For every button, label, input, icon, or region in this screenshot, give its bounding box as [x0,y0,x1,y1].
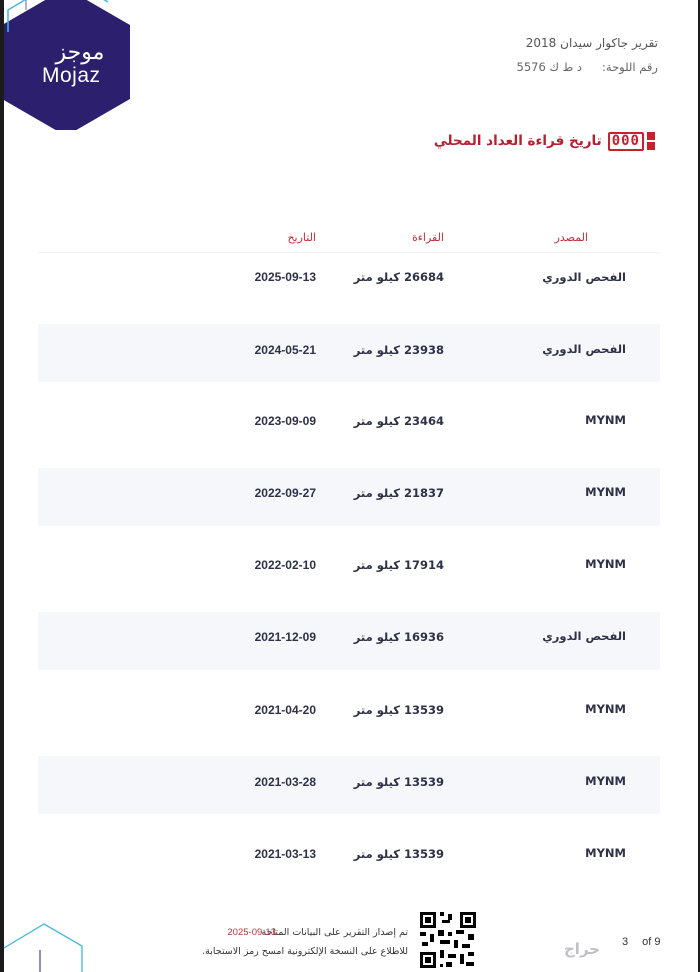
logo-english-text: Mojaz [42,64,101,87]
footer-scan-text: للاطلاع على النسخة الإلكترونية امسح رمز الاستجابة. [202,946,408,957]
corner-decoration [4,900,124,972]
cell-date: 2022-09-27 [254,486,316,500]
watermark: حراج [564,940,601,958]
cell-date: 2021-12-09 [254,630,316,644]
table-row [38,324,660,382]
table-row [38,468,660,526]
cell-date: 2021-04-20 [254,703,316,717]
cell-source: MYNM [585,557,626,571]
section-title: تاريخ قراءة العداد المحلي [433,133,602,149]
cell-reading: 13539 كيلو متر [353,775,444,789]
table-row [38,396,660,454]
plate-label: رقم اللوحة: [602,60,658,74]
mojaz-logo [4,0,148,130]
page-current: 3 [622,936,629,948]
column-header-date: التاريخ [287,231,316,244]
cell-source: الفحص الدوري [542,270,626,284]
cell-date: 2025-09-13 [254,270,316,284]
column-header-reading: القراءة [411,231,444,244]
cell-date: 2021-03-13 [254,847,316,861]
cell-reading: 16936 كيلو متر [353,630,444,644]
cell-source: MYNM [585,774,626,788]
cell-source: الفحص الدوري [542,342,626,356]
table-row [38,540,660,598]
report-page [4,0,698,972]
cell-date: 2024-05-21 [254,343,316,357]
plate-info [517,60,658,74]
cell-source: MYNM [585,485,626,499]
odometer-digits: 000 [608,132,644,151]
cell-reading: 13539 كيلو متر [353,847,444,861]
cell-reading: 21837 كيلو متر [353,486,444,500]
page-total: of 9 [642,936,661,948]
table-row [38,756,660,814]
table-row [38,684,660,742]
cell-source: MYNM [585,846,626,860]
cell-source: الفحص الدوري [542,629,626,643]
report-title: تقرير جاكوار سيدان 2018 [525,36,658,50]
cell-source: MYNM [585,702,626,716]
table-row [38,828,660,886]
cell-date: 2022-02-10 [254,558,316,572]
footer-issued-date: 2025-09-13 [227,927,276,938]
cell-reading: 26684 كيلو متر [353,270,444,284]
cell-reading: 23464 كيلو متر [353,414,444,428]
page-indicator [622,936,660,948]
footer-issued-text: تم إصدار التقرير على البيانات المتاحة [261,927,408,938]
qr-code-icon[interactable] [418,910,478,970]
column-header-source: المصدر [554,231,588,244]
cell-source: MYNM [585,413,626,427]
cell-date: 2021-03-28 [254,775,316,789]
table-header [38,226,660,253]
table-row [38,612,660,670]
cell-date: 2023-09-09 [254,414,316,428]
plate-value: د ط ك 5576 [516,60,583,74]
section-heading [434,131,656,151]
cell-reading: 13539 كيلو متر [353,703,444,717]
cell-reading: 17914 كيلو متر [353,558,444,572]
logo-arabic-text: موجز [55,40,105,65]
cell-reading: 23938 كيلو متر [353,343,444,357]
table-row [38,252,660,310]
odometer-icon [608,131,656,151]
